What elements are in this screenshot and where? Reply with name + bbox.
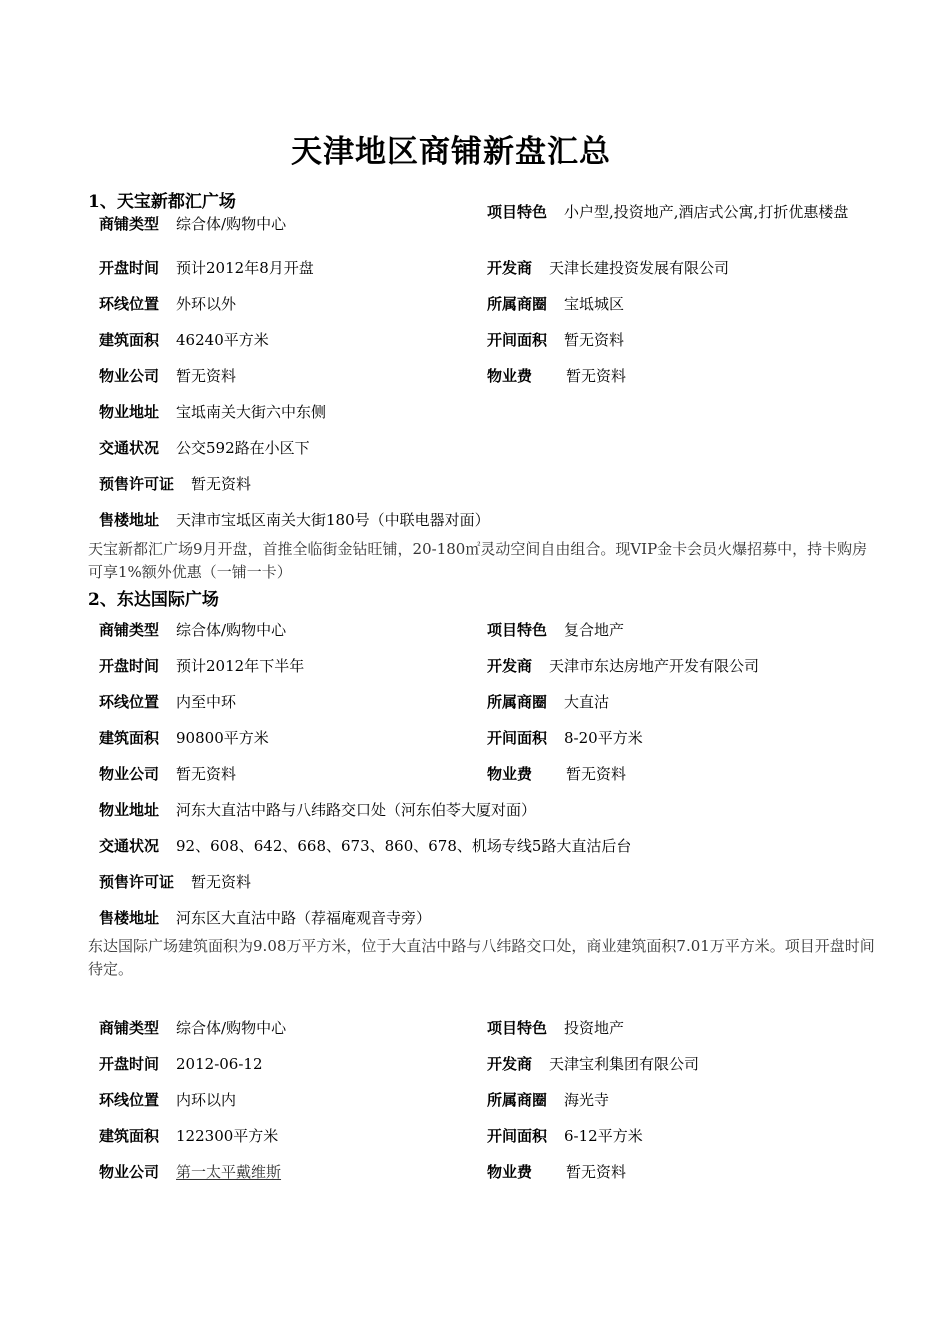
- s1-permit-value: 暂无资料: [191, 475, 252, 493]
- s1-description: 天宝新都汇广场9月开盘，首推全临街金钻旺铺，20-180㎡灵动空间自由组合。现VIP金卡会员火爆招募中，持卡购房可享1%额外优惠（一铺一卡）: [88, 540, 868, 581]
- s2-shop-type-label: 商铺类型: [99, 621, 160, 639]
- s3-fee: [487, 1160, 626, 1184]
- s3-shop-type: [99, 1016, 286, 1040]
- s1-developer-label: 开发商: [487, 259, 533, 277]
- s1-fee-value: 暂无资料: [566, 367, 627, 385]
- s3-unit-value: 6-12平方米: [564, 1127, 643, 1145]
- s2-developer-label: 开发商: [487, 657, 533, 675]
- s1-address-label: 物业地址: [99, 403, 160, 421]
- s1-area-value: 46240平方米: [176, 331, 269, 349]
- s3-company: [99, 1160, 281, 1184]
- s1-developer: [487, 256, 729, 280]
- s3-area-value: 122300平方米: [176, 1127, 279, 1145]
- s1-opening-value: 预计2012年8月开盘: [176, 259, 314, 277]
- s1-opening-label: 开盘时间: [99, 259, 160, 277]
- s2-district-value: 大直沽: [564, 693, 610, 711]
- s2-shop-type-value: 综合体/购物中心: [176, 621, 287, 639]
- s1-unit-label: 开间面积: [487, 331, 548, 349]
- s3-ring-label: 环线位置: [99, 1091, 160, 1109]
- s3-developer-value: 天津宝利集团有限公司: [549, 1055, 700, 1073]
- s1-ring-value: 外环以外: [176, 295, 237, 313]
- s1-traffic: [99, 436, 310, 460]
- s2-feature-value: 复合地产: [564, 621, 625, 639]
- s1-fee: [487, 364, 626, 388]
- s1-ring: [99, 292, 236, 316]
- section-heading-1: 1、天宝新都汇广场: [88, 192, 236, 212]
- s3-company-link[interactable]: 第一太平戴维斯: [176, 1163, 282, 1181]
- s3-district-label: 所属商圈: [487, 1091, 548, 1109]
- s2-traffic-value: 92、608、642、668、673、860、678、机场专线5路大直沽后台: [176, 837, 632, 855]
- s1-district: [487, 292, 624, 316]
- s1-address-value: 宝坻南关大街六中东侧: [176, 403, 327, 421]
- s2-ring-label: 环线位置: [99, 693, 160, 711]
- s1-permit: [99, 472, 251, 496]
- s2-permit-label: 预售许可证: [99, 873, 175, 891]
- s1-developer-value: 天津长建投资发展有限公司: [549, 259, 730, 277]
- s2-area: [99, 726, 269, 750]
- s2-address-label: 物业地址: [99, 801, 160, 819]
- s2-sales-value: 河东区大直沽中路（荐福庵观音寺旁）: [176, 909, 432, 927]
- s2-address-value: 河东大直沽中路与八纬路交口处（河东伯苓大厦对面）: [176, 801, 537, 819]
- s2-fee: [487, 762, 626, 786]
- s2-sales: [99, 906, 431, 930]
- s3-area: [99, 1124, 278, 1148]
- s2-company: [99, 762, 236, 786]
- s1-area-label: 建筑面积: [99, 331, 160, 349]
- s2-traffic: [99, 834, 631, 858]
- s3-fee-label: 物业费: [487, 1163, 533, 1181]
- s3-opening-value: 2012-06-12: [176, 1055, 263, 1073]
- s2-ring: [99, 690, 236, 714]
- s2-area-label: 建筑面积: [99, 729, 160, 747]
- s3-district: [487, 1088, 609, 1112]
- s3-feature-label: 项目特色: [487, 1019, 548, 1037]
- s2-feature: [487, 618, 624, 642]
- s2-fee-value: 暂无资料: [566, 765, 627, 783]
- s2-opening-label: 开盘时间: [99, 657, 160, 675]
- s2-developer-value: 天津市东达房地产开发有限公司: [549, 657, 760, 675]
- s1-shop-type-value: 综合体/购物中心: [176, 215, 287, 233]
- s2-company-value: 暂无资料: [176, 765, 237, 783]
- s2-developer: [487, 654, 759, 678]
- s3-ring-value: 内环以内: [176, 1091, 237, 1109]
- s2-feature-label: 项目特色: [487, 621, 548, 639]
- s1-shop-type-label: 商铺类型: [99, 215, 160, 233]
- s1-shop-type: [99, 212, 286, 236]
- s1-unit: [487, 328, 624, 352]
- s1-sales: [99, 508, 490, 532]
- s2-unit: [487, 726, 643, 750]
- s2-district: [487, 690, 609, 714]
- s2-traffic-label: 交通状况: [99, 837, 160, 855]
- s1-permit-label: 预售许可证: [99, 475, 175, 493]
- s1-fee-label: 物业费: [487, 367, 533, 385]
- s1-company: [99, 364, 236, 388]
- s3-ring: [99, 1088, 236, 1112]
- s2-address: [99, 798, 536, 822]
- s2-unit-value: 8-20平方米: [564, 729, 643, 747]
- s2-company-label: 物业公司: [99, 765, 160, 783]
- s3-feature: [487, 1016, 624, 1040]
- s2-shop-type: [99, 618, 286, 642]
- s2-opening: [99, 654, 304, 678]
- s3-shop-type-label: 商铺类型: [99, 1019, 160, 1037]
- s1-unit-value: 暂无资料: [564, 331, 625, 349]
- s2-district-label: 所属商圈: [487, 693, 548, 711]
- s3-fee-value: 暂无资料: [566, 1163, 627, 1181]
- s1-sales-value: 天津市宝坻区南关大街180号（中联电器对面）: [176, 511, 490, 529]
- s3-shop-type-value: 综合体/购物中心: [176, 1019, 287, 1037]
- s1-traffic-value: 公交592路在小区下: [176, 439, 310, 457]
- s3-unit-label: 开间面积: [487, 1127, 548, 1145]
- s3-developer: [487, 1052, 699, 1076]
- s1-feature-value: 小户型,投资地产,酒店式公寓,打折优惠楼盘: [564, 203, 849, 221]
- s3-opening: [99, 1052, 263, 1076]
- s3-unit: [487, 1124, 643, 1148]
- s1-address: [99, 400, 326, 424]
- s1-feature-label: 项目特色: [487, 203, 548, 221]
- s2-opening-value: 预计2012年下半年: [176, 657, 305, 675]
- s2-fee-label: 物业费: [487, 765, 533, 783]
- s2-sales-label: 售楼地址: [99, 909, 160, 927]
- s1-district-value: 宝坻城区: [564, 295, 625, 313]
- s3-area-label: 建筑面积: [99, 1127, 160, 1145]
- s3-district-value: 海光寺: [564, 1091, 610, 1109]
- s3-feature-value: 投资地产: [564, 1019, 625, 1037]
- s1-district-label: 所属商圈: [487, 295, 548, 313]
- s2-area-value: 90800平方米: [176, 729, 269, 747]
- s2-permit-value: 暂无资料: [191, 873, 252, 891]
- s1-area: [99, 328, 269, 352]
- s1-ring-label: 环线位置: [99, 295, 160, 313]
- section-heading-2: 2、东达国际广场: [88, 590, 219, 610]
- s1-company-label: 物业公司: [99, 367, 160, 385]
- s2-description: 东达国际广场建筑面积为9.08万平方米，位于大直沽中路与八纬路交口处，商业建筑面积7.01万平方米。项目开盘时间待定。: [88, 937, 875, 978]
- s1-company-value: 暂无资料: [176, 367, 237, 385]
- s3-developer-label: 开发商: [487, 1055, 533, 1073]
- s3-opening-label: 开盘时间: [99, 1055, 160, 1073]
- s1-sales-label: 售楼地址: [99, 511, 160, 529]
- s1-feature: [487, 200, 872, 224]
- s2-permit: [99, 870, 251, 894]
- s2-unit-label: 开间面积: [487, 729, 548, 747]
- s1-traffic-label: 交通状况: [99, 439, 160, 457]
- s2-ring-value: 内至中环: [176, 693, 237, 711]
- s1-opening: [99, 256, 314, 280]
- s3-company-label: 物业公司: [99, 1163, 160, 1181]
- page-title: 天津地区商铺新盘汇总: [291, 134, 611, 170]
